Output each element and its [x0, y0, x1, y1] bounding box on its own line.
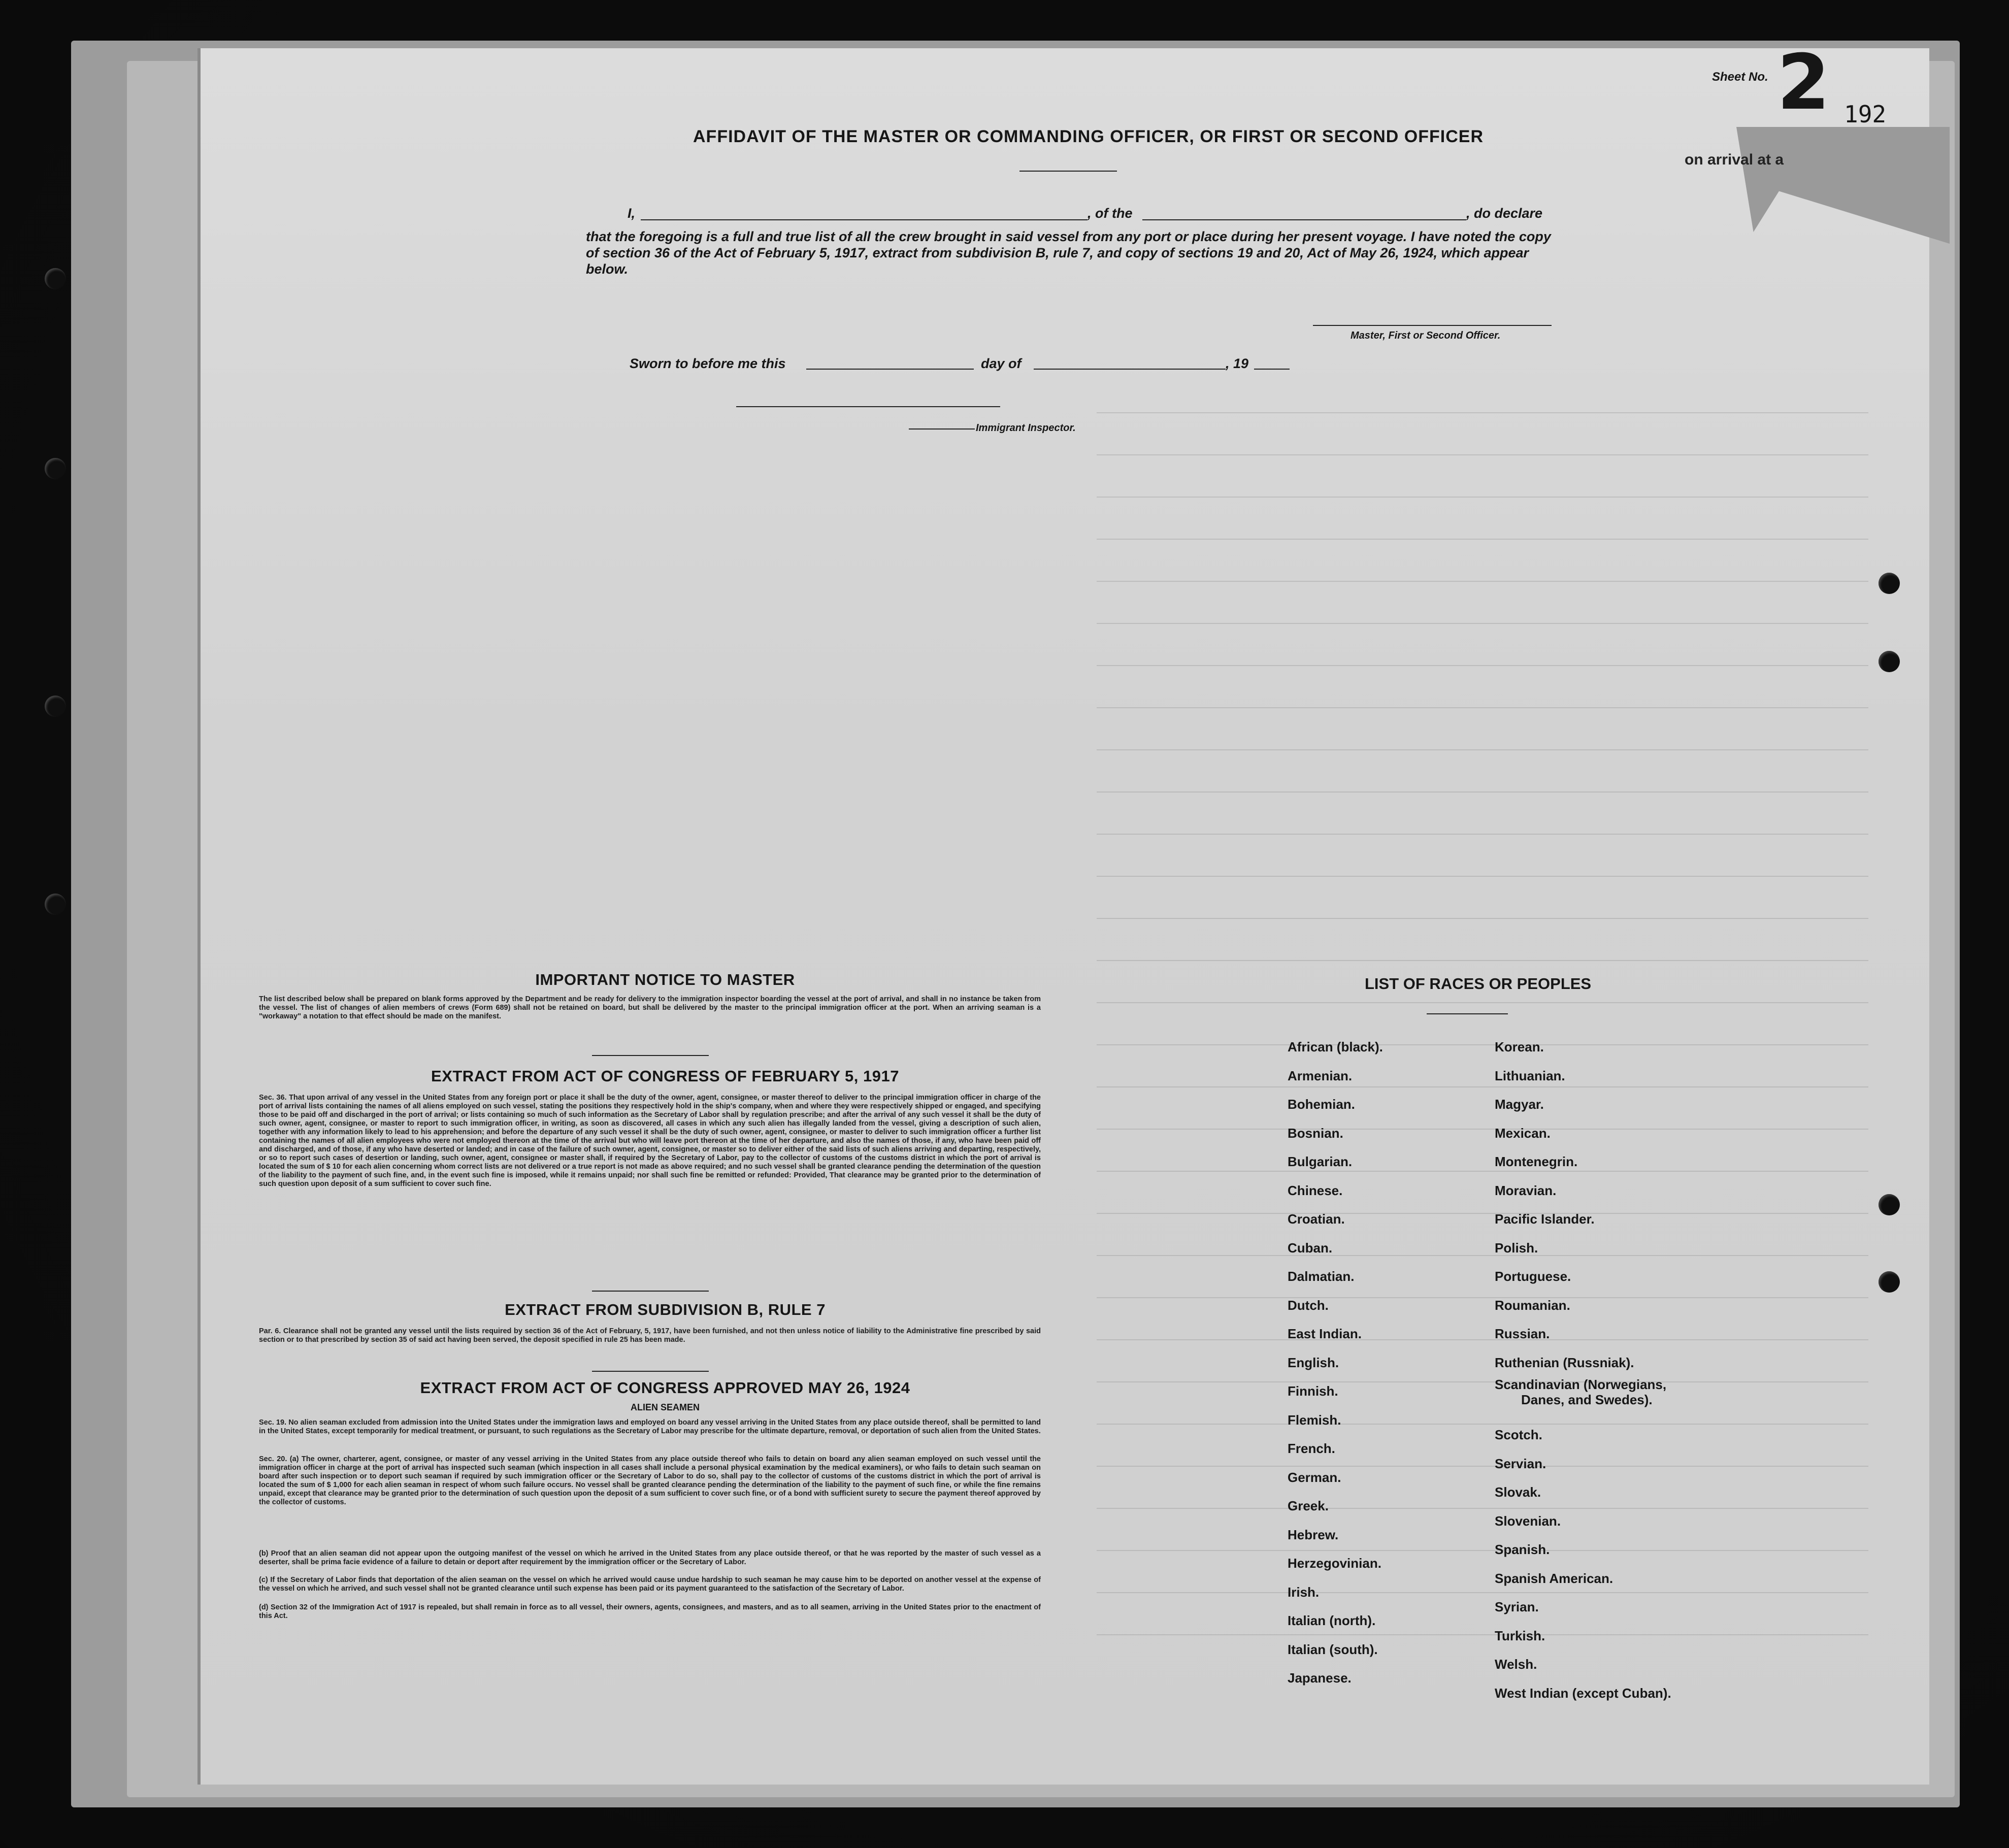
sheet-number: 2 [1777, 39, 1830, 127]
bleed-row-line [1097, 1592, 1868, 1593]
extract-1924-title: EXTRACT FROM ACT OF CONGRESS APPROVED MAY 26, 1924 [420, 1379, 910, 1397]
bleed-row-line [1097, 1508, 1868, 1509]
race-item: Italian (north). [1288, 1613, 1376, 1628]
race-item: Flemish. [1288, 1412, 1341, 1428]
inspector-label: Immigrant Inspector. [976, 422, 1076, 434]
bleed-row-line [1097, 497, 1868, 498]
race-item: Bohemian. [1288, 1097, 1355, 1112]
bleed-row-line [1097, 1086, 1868, 1087]
bleed-row-line [1097, 834, 1868, 835]
race-item: German. [1288, 1469, 1341, 1485]
race-item: Montenegrin. [1495, 1154, 1578, 1169]
notice-title: IMPORTANT NOTICE TO MASTER [535, 971, 795, 988]
affidavit-title: AFFIDAVIT OF THE MASTER OR COMMANDING OFFICER, OR FIRST OR SECOND OFFICER [693, 127, 1484, 146]
race-item: Roumanian. [1495, 1297, 1570, 1313]
bleed-row-line [1097, 454, 1868, 455]
race-item: Bulgarian. [1288, 1154, 1353, 1169]
race-item: English. [1288, 1355, 1339, 1370]
binder-hole [1879, 1271, 1900, 1293]
bleed-row-line [1097, 1255, 1868, 1256]
race-item: Hebrew. [1288, 1527, 1339, 1542]
bleed-row-line [1097, 412, 1868, 413]
race-item: Syrian. [1495, 1599, 1539, 1614]
divider [592, 1371, 709, 1372]
bleed-row-line [1097, 1424, 1868, 1425]
sworn-year: , 19 [1226, 356, 1249, 371]
name-blank [641, 219, 1088, 220]
extract-rule7-title: EXTRACT FROM SUBDIVISION B, RULE 7 [505, 1301, 826, 1318]
race-item: Italian (south). [1288, 1641, 1378, 1657]
race-item: French. [1288, 1441, 1335, 1456]
binder-hole [1879, 651, 1900, 672]
race-item: Croatian. [1288, 1211, 1345, 1227]
bleed-row-line [1097, 791, 1868, 793]
race-item: Herzegovinian. [1288, 1556, 1381, 1571]
bleed-row-line [1097, 1381, 1868, 1382]
race-item: Finnish. [1288, 1383, 1338, 1399]
bleed-row-line [1097, 581, 1868, 582]
bleed-row-line [1097, 1129, 1868, 1130]
sworn-day-blank [806, 369, 974, 370]
page-stamp: 192 [1844, 101, 1887, 128]
sworn-prefix: Sworn to before me this [630, 356, 786, 371]
race-item: Chinese. [1288, 1182, 1343, 1198]
race-item: Japanese. [1288, 1670, 1352, 1686]
extract-1917-body: Sec. 36. That upon arrival of any vessel in the United States from any foreign port or place it shall be the duty of the owner, agent, consignee, or master thereof to deliver to the principal immigration officer in charge of the port of arrival lists containing the names of all aliens employed on such vessel, stating the positions they respectively hold in the ship's company, when and where they were respectively shipped or engaged, and specifying those to be paid off and discharged in the port of arrival; or lists containing so much of such information as the Secretary of Labor shall by regulation prescribe; and after the arrival of any such vessel it shall be the duty of such owner, agent, consignee, or master to report to such immigration officer, in writing, as soon as discovered, all cases in which any such alien has illegally landed from the vessel, giving a description of such alien, together with any information likely to lead to his apprehension; and before the departure of any such vessel it shall be the duty of such owner, agent, consignee, or master to deliver to such immigration officer a further list containing the names of all alien employees who were not employed thereon at the time of the arrival but who will leave port thereon at the time of her departure, and also the names of those, if any, who have been paid off and discharged, and of those, if any who have deserted or landed; and in case of the failure of such owner, agent, consignee, or master so to deliver either of the said lists of such aliens arriving and departing, respectively, or so to report such cases of desertion or landing, such owner, agent, consignee or master shall, if required by the Secretary of Labor, pay to the collector of customs of the customs district in which the port of arrival is located the sum of $ 10 for each alien concerning whom correct lists are not delivered or a true report is not made as above required; and no such vessel shall be granted clearance pending the determination of the question of the liability to the payment of such fine, and, in the event such fine is imposed, while it remains unpaid; nor shall such fine be remitted or refunded: Provided, That clearance may be granted prior to the determination of such question upon deposit of a sum sufficient to cover such fine. [259, 1094, 1041, 1188]
binder-hole [1879, 573, 1900, 594]
race-item: Korean. [1495, 1039, 1544, 1054]
bleed-row-line [1097, 1466, 1868, 1467]
race-item: Slovak. [1495, 1484, 1541, 1500]
bleed-row-line [1097, 876, 1868, 877]
races-left-column [1288, 1033, 1383, 1693]
race-item: Slovenian. [1495, 1513, 1561, 1529]
sworn-year-blank [1254, 369, 1290, 370]
sec19-body: Sec. 19. No alien seaman excluded from admission into the United States under the immigration laws and employed on board any vessel arriving in the United States from any place outside thereof, shall be permitted to land in the United States, except temporarily for medical treatment, or pursuant, to such regulations as the Secretary of Labor may prescribe for the ultimate departure, removal, or deportation of such alien from the United States. [259, 1418, 1041, 1435]
race-item: Pacific Islander. [1495, 1211, 1595, 1227]
race-item: East Indian. [1288, 1326, 1362, 1341]
sec20d-body: (d) Section 32 of the Immigration Act of 1917 is repealed, but shall remain in force as to all vessel, their owners, agents, consignees, and masters, and as to all seamen, arriving in the United States prior to the enactment of this Act. [259, 1603, 1041, 1620]
bleed-row-line [1097, 623, 1868, 624]
header-overflow-text: on arrival at a [1685, 151, 1784, 168]
race-item-continuation: Danes, and Swedes). [1521, 1392, 1653, 1407]
bleed-row-line [1097, 707, 1868, 708]
race-item: Ruthenian (Russniak). [1495, 1355, 1634, 1370]
race-item: Turkish. [1495, 1628, 1545, 1643]
race-item: Dutch. [1288, 1297, 1329, 1313]
race-item: Servian. [1495, 1456, 1546, 1471]
bleed-row-line [1097, 1550, 1868, 1551]
race-item: Lithuanian. [1495, 1068, 1565, 1083]
bleed-row-line [1097, 1002, 1868, 1003]
race-item: Armenian. [1288, 1068, 1353, 1083]
bleed-row-line [1097, 960, 1868, 961]
race-item: Cuban. [1288, 1240, 1333, 1256]
divider [1019, 171, 1117, 172]
declaration-do-declare: , do declare [1466, 206, 1543, 221]
bleed-row-line [1097, 539, 1868, 540]
inspector-short-line [909, 428, 975, 430]
race-item: Portuguese. [1495, 1269, 1571, 1284]
race-item: Scotch. [1495, 1427, 1542, 1442]
bleed-row-line [1097, 1297, 1868, 1298]
divider [1427, 1013, 1508, 1014]
race-item: African (black). [1288, 1039, 1383, 1054]
race-item: West Indian (except Cuban). [1495, 1685, 1671, 1701]
declaration-of-the: , of the [1088, 206, 1133, 221]
declaration-i: I, [628, 206, 636, 221]
sworn-month-blank [1034, 369, 1226, 370]
race-item: Spanish American. [1495, 1570, 1613, 1586]
master-signature-label: Master, First or Second Officer. [1351, 330, 1501, 341]
race-item-multiline [1495, 1377, 1671, 1421]
race-item: Bosnian. [1288, 1125, 1343, 1141]
master-signature-line [1313, 325, 1552, 326]
binder-hole [45, 458, 66, 479]
bleed-row-line [1097, 1044, 1868, 1045]
race-item: Greek. [1288, 1498, 1329, 1513]
bleed-row-line [1097, 665, 1868, 666]
race-item: Magyar. [1495, 1097, 1544, 1112]
race-item: Spanish. [1495, 1542, 1550, 1557]
affidavit-body: that the foregoing is a full and true list of all the crew brought in said vessel from any port or place during her present voyage. I have noted the copy of section 36 of the Act of February 5, 1917, extract from subdivision B, rule 7, and copy of sections 19 and 20, Act of May 26, 1924, which appear below. [586, 229, 1551, 277]
extract-1924-subtitle: ALIEN SEAMEN [630, 1402, 700, 1412]
race-item: Moravian. [1495, 1182, 1557, 1198]
sec20a-body: Sec. 20. (a) The owner, charterer, agent, consignee, or master of any vessel arriving in the United States from any place outside thereof who fails to detain on board any alien seaman employed on such vessel until the immigration officer in charge at the port of arrival has inspected such seaman (which inspection in all cases shall include a personal physical examination by the medical examiners), or who fails to detain such seaman on board after such inspection or to deport such seaman if required by such immigration officer or the Secretary of Labor to do so, shall pay to the collector of customs of the customs district in which the port of arrival is located the sum of $ 1,000 for each alien seaman in respect of whom such failure occurs. No vessel shall be granted clearance pending the determination of the liability to the payment of such fine, or while the fine remains unpaid, except that clearance may be granted prior to the determination of such question upon the deposit of a sum sufficient to cover such fine, or of a bond with sufficient surety to secure the payment thereof approved by the collector of customs. [259, 1455, 1041, 1506]
race-item: Dalmatian. [1288, 1269, 1355, 1284]
sworn-day-of: day of [981, 356, 1022, 371]
extract-rule7-body: Par. 6. Clearance shall not be granted any vessel until the lists required by section 36 of the Act of February, 5, 1917, have been furnished, and not then unless notice of liability to the Administrative fine prescribed by said section or to that prescribed by section 35 of said act having been served, the deposit specified in rule 25 has been made. [259, 1327, 1041, 1344]
bleed-row-line [1097, 749, 1868, 750]
bleed-row-line [1097, 1171, 1868, 1172]
race-item: Russian. [1495, 1326, 1550, 1341]
races-right-column [1495, 1033, 1671, 1707]
sec20b-body: (b) Proof that an alien seaman did not appear upon the outgoing manifest of the vessel on which he arrived in the United States from any place outside thereof, or that he was reported by the master of such vessel as a deserter, shall be prima facie evidence of a failure to detain or deport after requirement by the immigration officer or the Secretary of Labor. [259, 1549, 1041, 1566]
notice-body: The list described below shall be prepared on blank forms approved by the Department and be ready for delivery to the immigration inspector boarding the vessel at the port of arrival, and shall in no instance be taken from the vessel. The list of changes of alien members of crews (Form 689) shall not be retained on board, but shall be delivered by the master to the principal immigration officer at the port. When an arriving seaman is a "workaway" a notation to that effect should be made on the manifest. [259, 995, 1041, 1020]
race-item: Mexican. [1495, 1125, 1551, 1141]
extract-1917-title: EXTRACT FROM ACT OF CONGRESS OF FEBRUARY 5, 1917 [431, 1067, 899, 1085]
sheet-label: Sheet No. [1712, 70, 1768, 84]
race-item: Polish. [1495, 1240, 1538, 1256]
binder-hole [45, 894, 66, 915]
divider [592, 1291, 709, 1292]
bleed-row-line [1097, 1339, 1868, 1340]
vessel-blank [1142, 219, 1466, 220]
bleed-row-line [1097, 1634, 1868, 1635]
race-item: Irish. [1288, 1584, 1320, 1600]
races-title: LIST OF RACES OR PEOPLES [1365, 975, 1592, 993]
binder-hole [45, 268, 66, 289]
divider [592, 1055, 709, 1056]
bleed-row-line [1097, 918, 1868, 919]
binder-hole [1879, 1194, 1900, 1215]
inspector-signature-line [736, 406, 1000, 407]
bleed-row-line [1097, 1213, 1868, 1214]
binder-hole [45, 696, 66, 717]
race-item: Scandinavian (Norwegians, [1495, 1377, 1667, 1392]
race-item: Welsh. [1495, 1657, 1537, 1672]
sec20c-body: (c) If the Secretary of Labor finds that deportation of the alien seaman on the vessel on which he arrived would cause undue hardship to such seaman he may cause him to be deported on another vessel at the expense of the vessel on which he arrived, and such vessel shall not be granted clearance until such expense has been paid or its payment guaranteed to the satisfaction of the Secretary of Labor. [259, 1576, 1041, 1593]
